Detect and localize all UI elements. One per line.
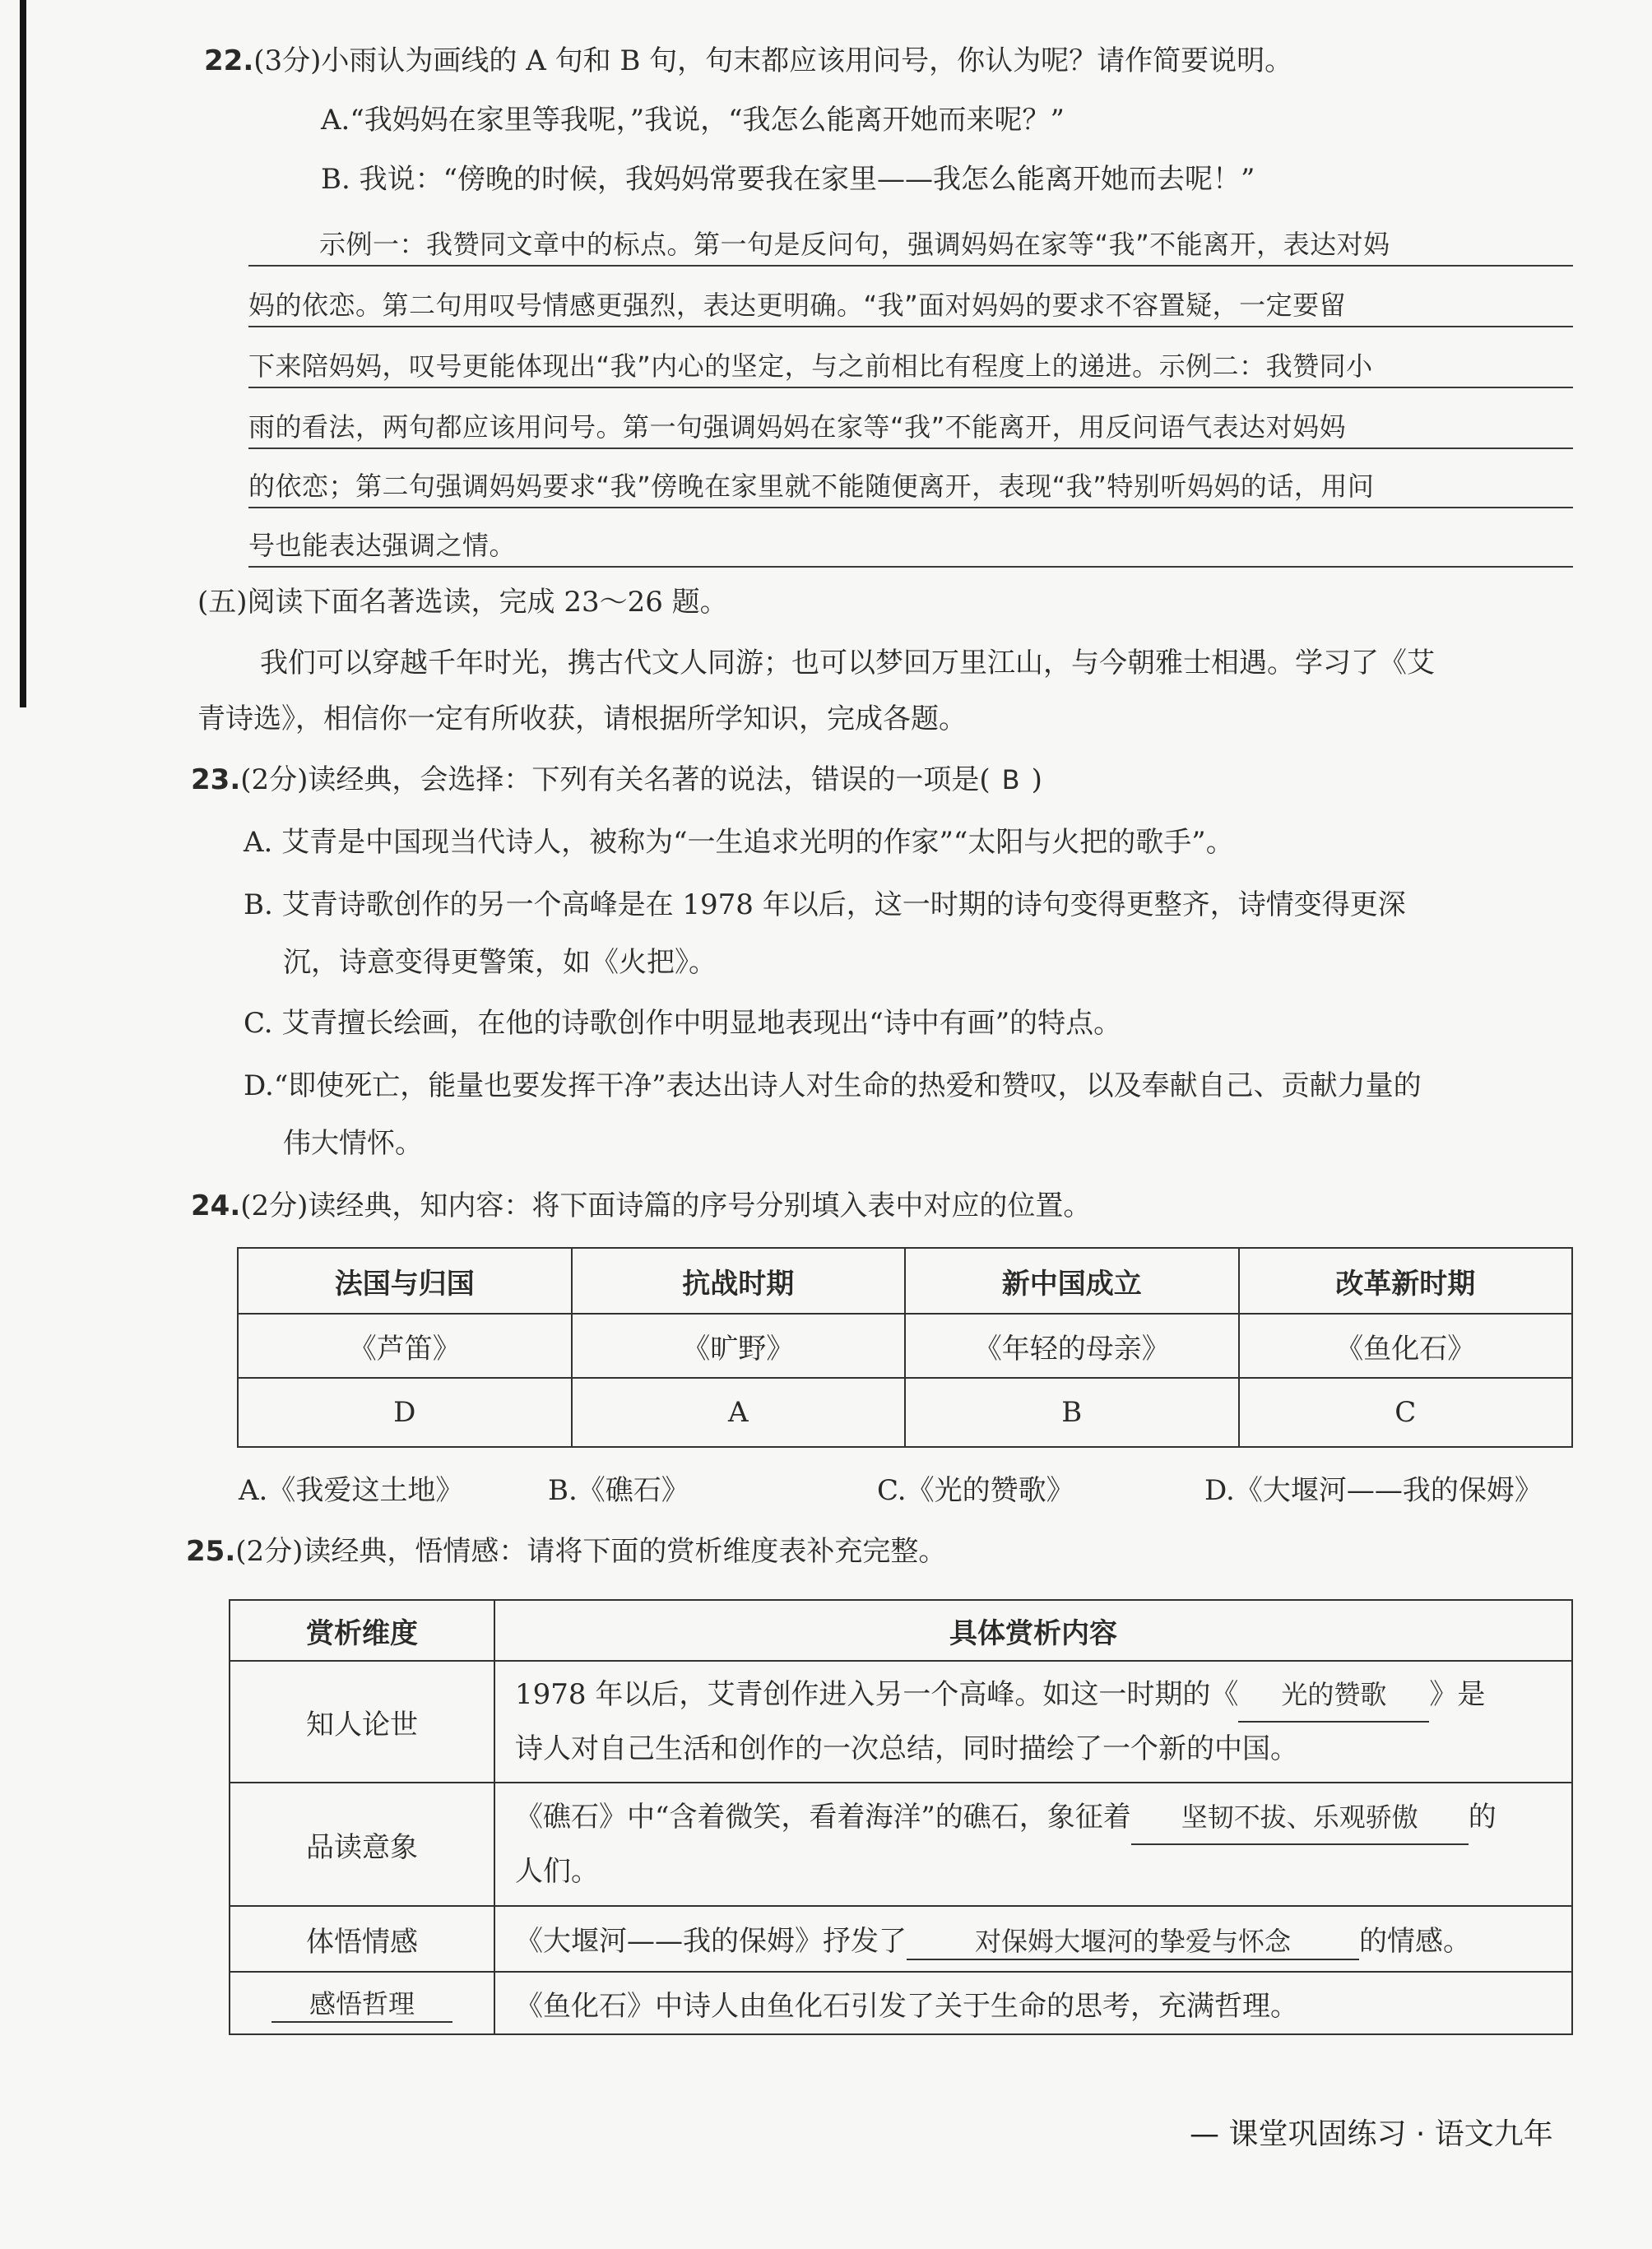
q22-answer-rule <box>248 326 1573 327</box>
q24-period-table <box>237 1247 1573 1448</box>
q23-stem <box>191 762 1042 798</box>
q22-answer-rule <box>248 387 1573 388</box>
q23-option-b-cont: 沉，诗意变得更警策，如《火把》。 <box>283 946 717 979</box>
q22-number: 22. <box>204 44 254 77</box>
q24-poem-cell: 《芦笛》 <box>238 1314 572 1378</box>
q23-number: 23. <box>191 763 241 796</box>
q23-option-b: B. 艾青诗歌创作的另一个高峰是在 1978 年以后，这一时期的诗句变得更整齐，诗情变得更深 <box>244 888 1406 921</box>
q24-header: 改革新时期 <box>1239 1248 1573 1314</box>
q25-content-cell: 《鱼化石》中诗人由鱼化石引发了关于生命的思考，充满哲理。 <box>494 1972 1572 2034</box>
q22-answer-line-3: 下来陪妈妈，叹号更能体现出“我”内心的坚定，与之前相比有程度上的递进。示例二：我赞同小 <box>248 350 1373 382</box>
q25-row2-text-end: 的 <box>1468 1801 1497 1834</box>
q25-row2-text: 《礁石》中“含着微笑，看着海洋”的礁石，象征着 <box>515 1801 1131 1834</box>
q24-header: 抗战时期 <box>572 1248 906 1314</box>
q22-answer-line-5: 的依恋；第二句强调妈妈要求“我”傍晚在家里就不能随便离开，表现“我”特别听妈妈的话，用问 <box>248 471 1375 502</box>
q23-option-d-cont: 伟大情怀。 <box>283 1127 423 1160</box>
q22-answer-rule <box>248 447 1573 449</box>
q23-answer: B <box>1001 764 1020 795</box>
q23-stem-text: (2分)读经典，会选择：下列有关名著的说法，错误的一项是( <box>240 763 991 796</box>
q22-stem-text: (3分)小雨认为画线的 A 句和 B 句，句末都应该用问号，你认为呢？请作简要说明。 <box>253 44 1293 77</box>
q25-row1-text-end: 》是 <box>1429 1678 1486 1711</box>
q25-row1-answer: 光的赞歌 <box>1238 1668 1429 1723</box>
q23-option-d: D.“即使死亡，能量也要发挥干净”表达出诗人对生命的热爱和赞叹，以及奉献自己、贡献力量的 <box>244 1069 1422 1102</box>
q24-poem-cell: 《旷野》 <box>572 1314 906 1378</box>
section5-intro-line-2: 青诗选》，相信你一定有所收获，请根据所学知识，完成各题。 <box>197 703 967 735</box>
q25-row1-text-line2: 诗人对自己生活和创作的一次总结，同时描绘了一个新的中国。 <box>515 1732 1298 1765</box>
q25-dimension-cell: 体悟情感 <box>230 1906 494 1972</box>
q25-dimension-cell <box>230 1972 494 2034</box>
q25-header-content: 具体赏析内容 <box>494 1600 1572 1661</box>
q24-stem <box>191 1188 1091 1224</box>
q24-poem-cell: 《年轻的母亲》 <box>905 1314 1239 1378</box>
page-footer: — 课堂巩固练习 · 语文九年 <box>1190 2117 1553 2151</box>
section5-heading: (五)阅读下面名著选读，完成 23～26 题。 <box>197 586 728 619</box>
page-binding-edge <box>20 0 26 707</box>
q24-poem-cell: 《鱼化石》 <box>1239 1314 1573 1378</box>
q23-stem-close: ) <box>1031 763 1042 796</box>
q25-stem <box>186 1533 946 1570</box>
q24-header: 法国与归国 <box>238 1248 572 1314</box>
q25-stem-text: (2分)读经典，悟情感：请将下面的赏析维度表补充完整。 <box>235 1535 947 1568</box>
q25-dimension-cell: 品读意象 <box>230 1783 494 1906</box>
q25-content-cell <box>494 1906 1572 1972</box>
q25-dimension-cell: 知人论世 <box>230 1661 494 1783</box>
q25-row3-text: 《大堰河——我的保姆》抒发了 <box>515 1924 907 1958</box>
q24-number: 24. <box>191 1189 241 1222</box>
q25-content-cell <box>494 1783 1572 1906</box>
q24-answer-cell: C <box>1239 1378 1573 1447</box>
q25-row3-text-end: 的情感。 <box>1359 1924 1471 1958</box>
q22-answer-line-6: 号也能表达强调之情。 <box>248 530 517 561</box>
q24-stem-text: (2分)读经典，知内容：将下面诗篇的序号分别填入表中对应的位置。 <box>240 1189 1092 1222</box>
q24-answer-cell: A <box>572 1378 906 1447</box>
q24-answer-cell: D <box>238 1378 572 1447</box>
q25-appreciation-table <box>229 1599 1573 2035</box>
q25-header-dimension: 赏析维度 <box>230 1600 494 1661</box>
q24-choice-b: B.《礁石》 <box>548 1474 689 1507</box>
q25-number: 25. <box>186 1535 236 1568</box>
q22-answer-line-4: 雨的看法，两句都应该用问号。第一句强调妈妈在家等“我”不能离开，用反问语气表达对妈妈 <box>248 411 1347 443</box>
q25-row1-text: 1978 年以后，艾青创作进入另一个高峰。如这一时期的《 <box>515 1678 1239 1711</box>
q22-answer-rule <box>248 507 1573 508</box>
q22-sentence-b: B. 我说：“傍晚的时候，我妈妈常要我在家里——我怎么能离开她而去呢！” <box>321 163 1255 196</box>
q25-row2-text-line2: 人们。 <box>515 1855 599 1888</box>
q22-answer-line-1: 示例一：我赞同文章中的标点。第一句是反问句，强调妈妈在家等“我”不能离开，表达对妈 <box>319 229 1390 260</box>
q25-row2-answer: 坚韧不拔、乐观骄傲 <box>1131 1791 1469 1845</box>
q24-header: 新中国成立 <box>905 1248 1239 1314</box>
q22-answer-line-2: 妈的依恋。第二句用叹号情感更强烈，表达更明确。“我”面对妈妈的要求不容置疑，一定要留 <box>248 290 1347 321</box>
q23-option-c: C. 艾青擅长绘画，在他的诗歌创作中明显地表现出“诗中有画”的特点。 <box>244 1007 1122 1040</box>
q25-content-cell <box>494 1661 1572 1783</box>
q22-answer-rule <box>248 566 1573 568</box>
q22-stem <box>204 43 1292 79</box>
q24-choice-c: C.《光的赞歌》 <box>877 1474 1074 1507</box>
q25-row4-dimension-answer: 感悟哲理 <box>271 1983 452 2023</box>
q24-choice-d: D.《大堰河——我的保姆》 <box>1204 1474 1543 1507</box>
section5-intro-line-1: 我们可以穿越千年时光，携古代文人同游；也可以梦回万里江山，与今朝雅士相遇。学习了《艾 <box>260 647 1435 679</box>
q24-answer-cell: B <box>905 1378 1239 1447</box>
q24-choice-a: A.《我爱这土地》 <box>239 1474 464 1507</box>
q25-row3-answer: 对保姆大堰河的挚爱与怀念 <box>907 1921 1359 1960</box>
q23-option-a: A. 艾青是中国现当代诗人，被称为“一生追求光明的作家”“太阳与火把的歌手”。 <box>244 826 1234 859</box>
q22-sentence-a: A.“我妈妈在家里等我呢，”我说，“我怎么能离开她而来呢？” <box>321 104 1065 137</box>
q22-answer-rule <box>248 265 1573 267</box>
